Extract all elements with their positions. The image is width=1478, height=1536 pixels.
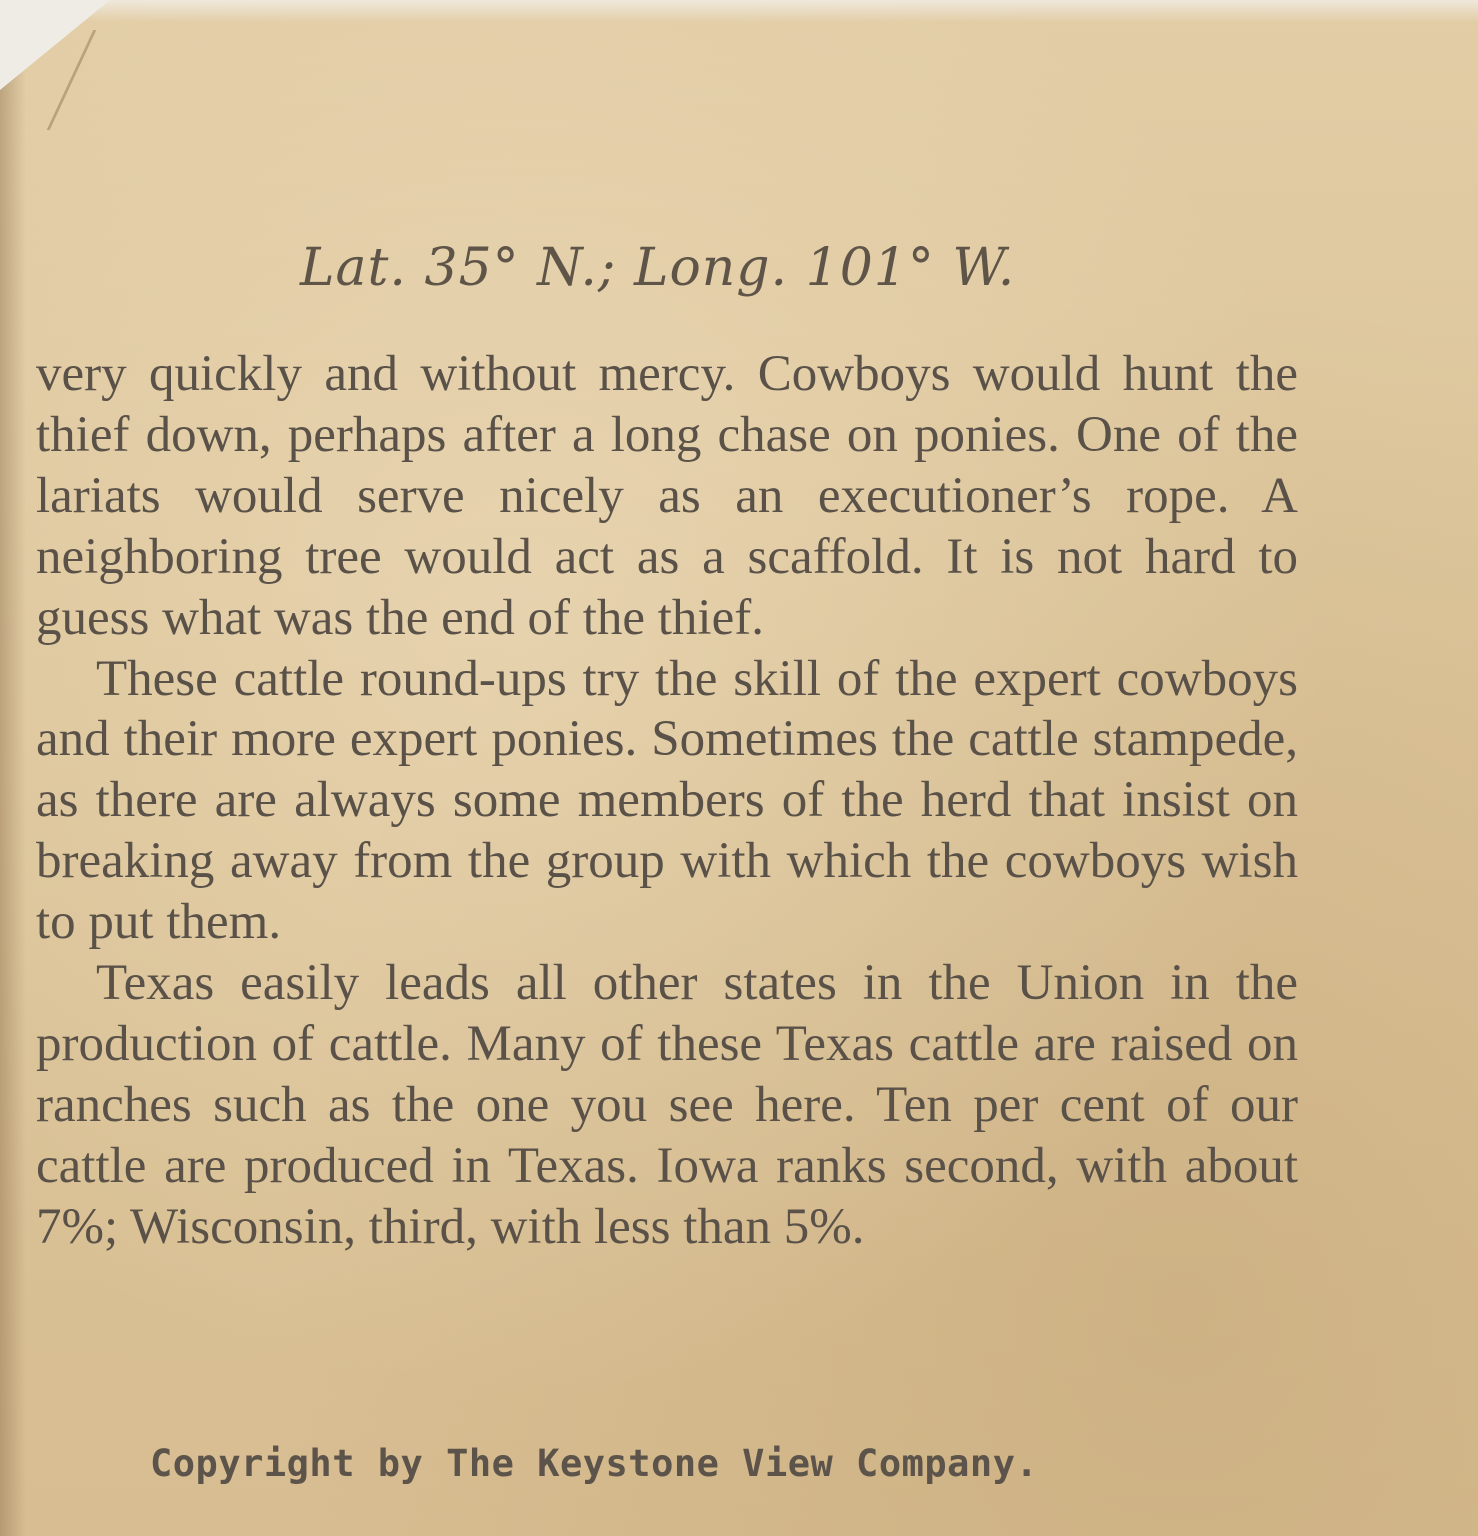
card-left-edge-shadow (0, 0, 26, 1536)
paragraph-texas-cattle: Texas easily leads all other states in the Union in the production of cattle. Many of these Texas cattle are raised on ranches such as the one you see here. Ten per cent of our cattle are produced in Texas. Iowa ranks second, with about 7%; Wisconsin, third, with less than 5%. (36, 955, 1298, 1255)
paragraph-thief: very quickly and without mercy. Cowboys would hunt the thief down, perhaps after a long chase on ponies. One of the lariats would serve nicely as an executioner’s rope. A neighboring tree would act as a scaffold. It is not hard to guess what was the end of the thief. (36, 346, 1298, 646)
paragraph-round-ups: These cattle round-ups try the skill of the expert cowboys and their more expert ponies. Sometimes the cattle stampede, as there are always some members of the herd that insist on breaking away from the group with which the cowboys wish to put them. (36, 650, 1298, 951)
description-text (36, 344, 1298, 1258)
card-top-edge (0, 0, 1478, 22)
copyright-notice: Copyright by The Keystone View Company. (150, 1442, 1039, 1485)
coordinates-heading: Lat. 35° N.; Long. 101° W. (300, 238, 1016, 298)
